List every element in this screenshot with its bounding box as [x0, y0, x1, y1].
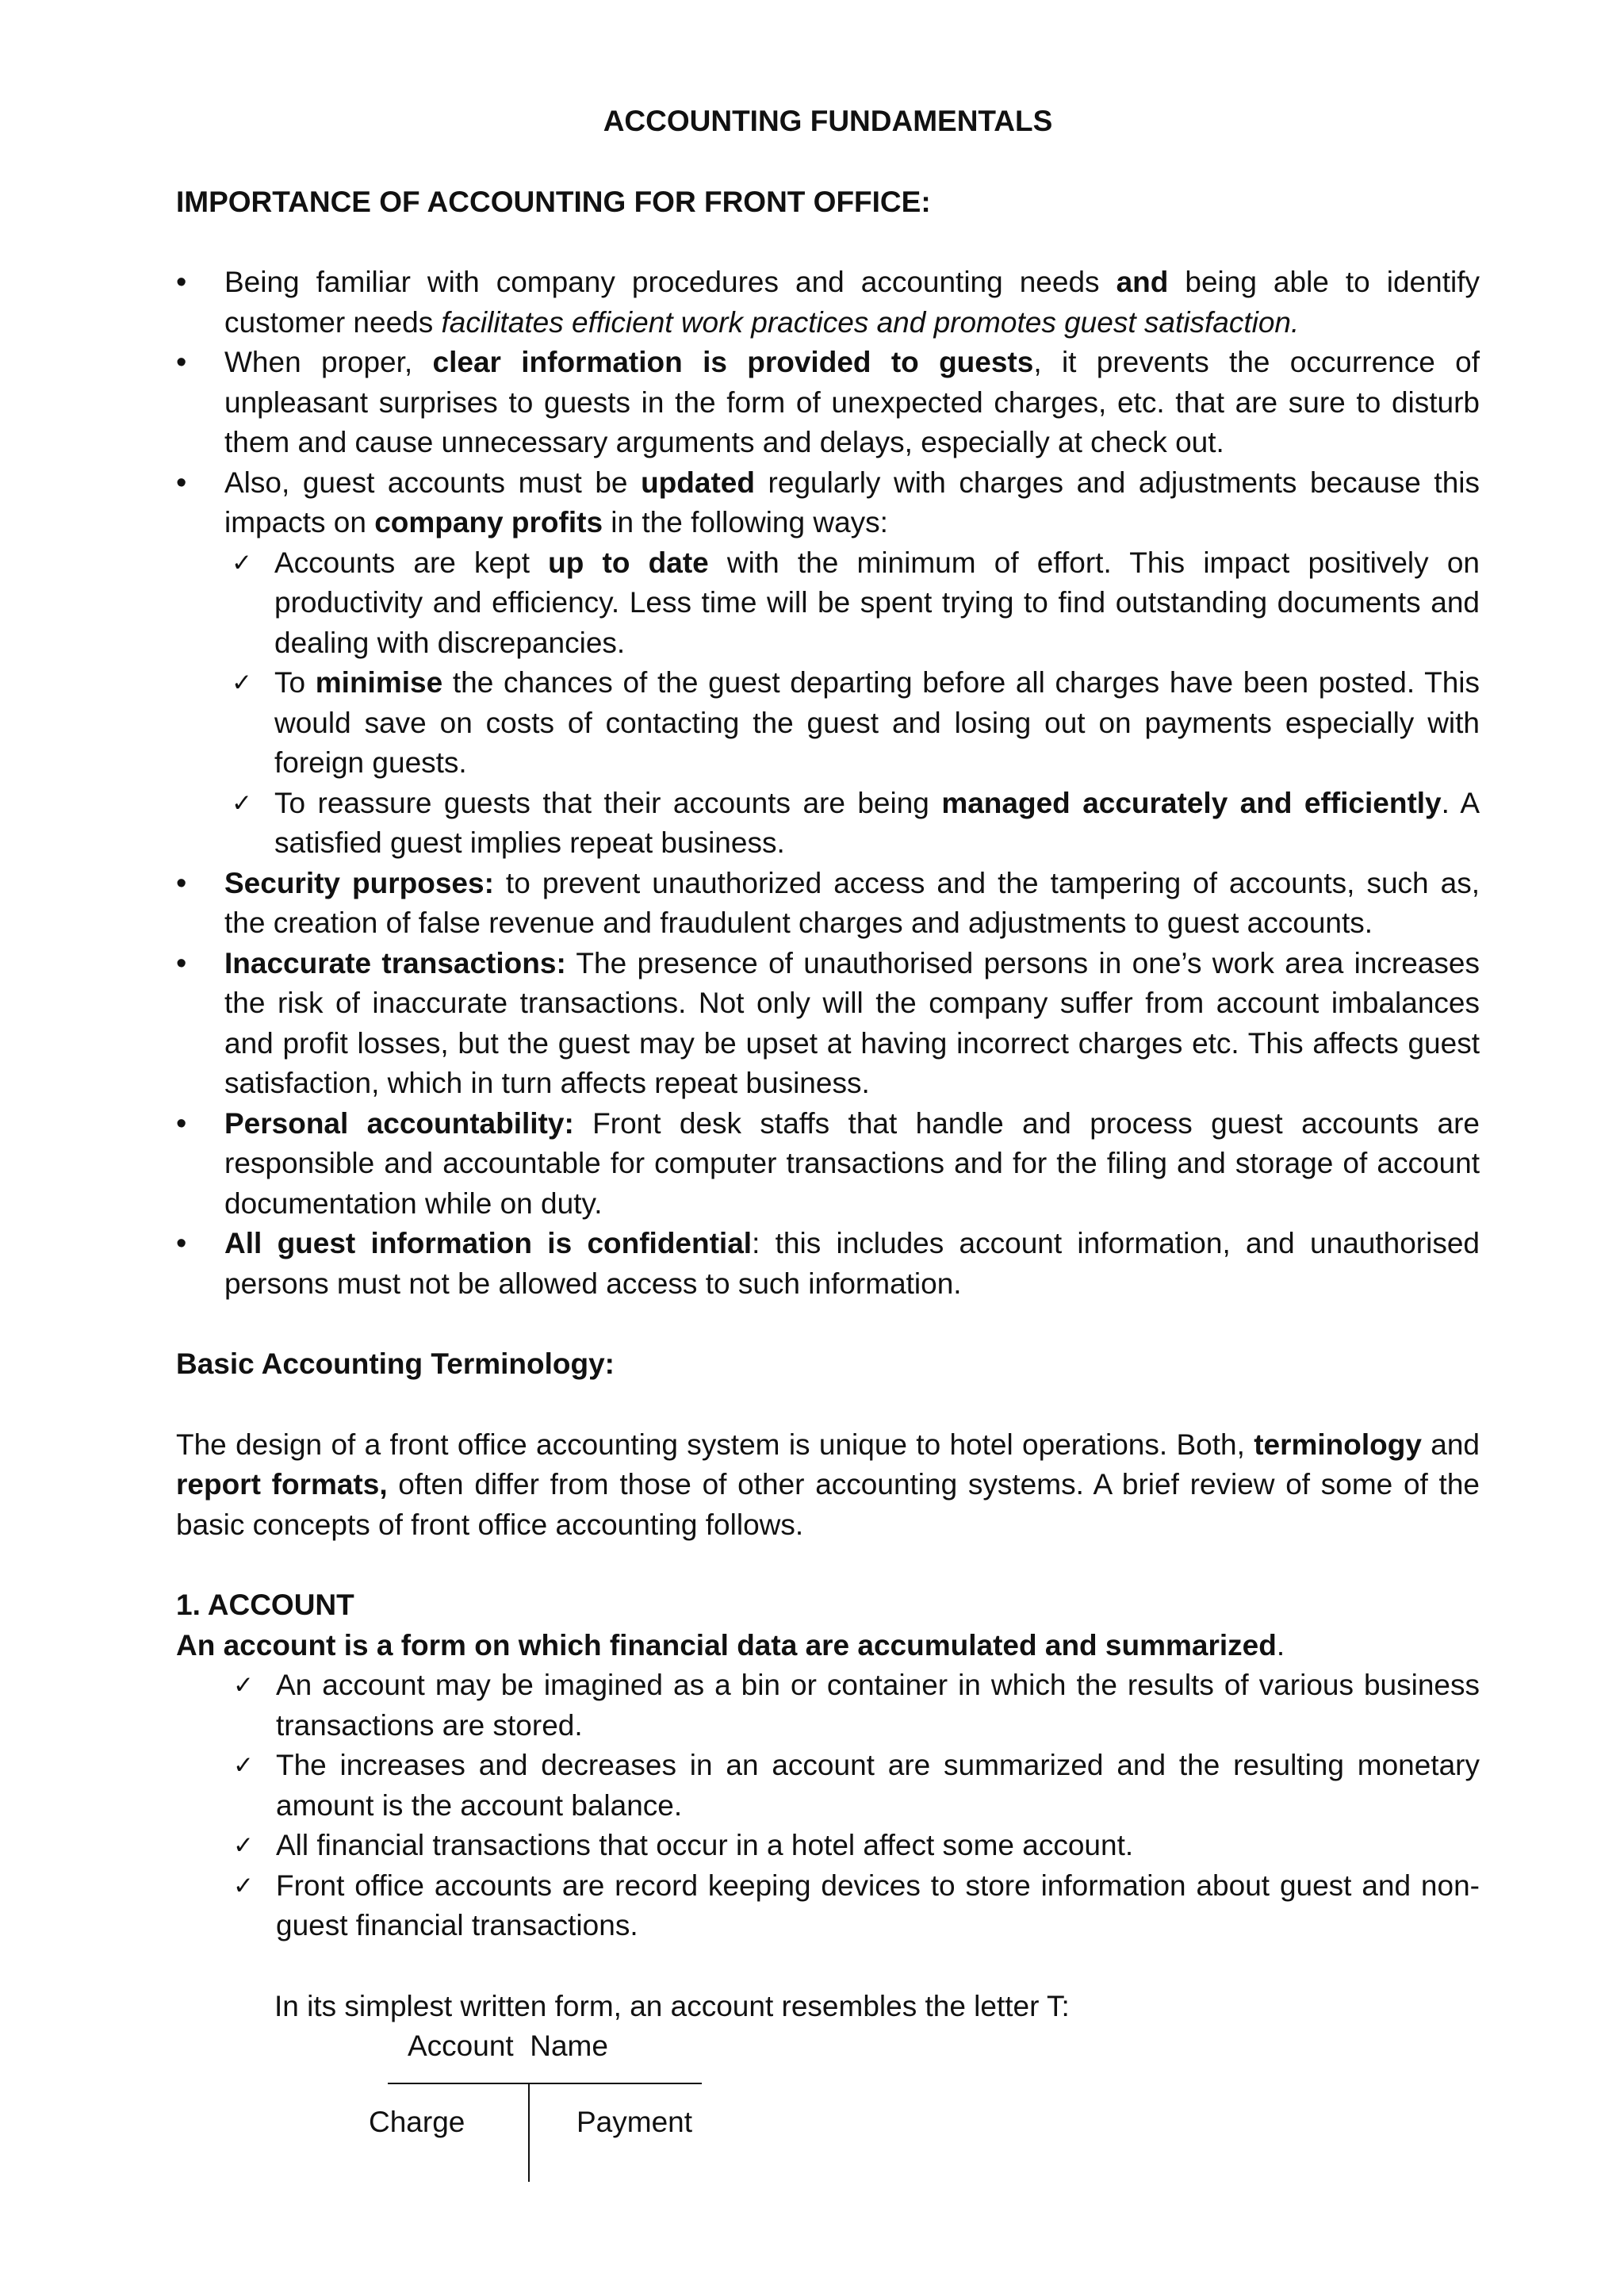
text-run: often differ from those of other accounting systems. A brief review of some of the basic concepts of front office accounting follows.: [176, 1468, 1480, 1541]
bold-text: minimise: [315, 666, 443, 699]
importance-bullet-list: [176, 263, 1480, 1304]
check-list: [224, 543, 1480, 864]
bullet-item: [176, 343, 1480, 463]
bullet-item: [176, 1104, 1480, 1225]
text-run: The design of a front office accounting system is unique to hotel operations. Both,: [176, 1428, 1254, 1461]
bold-text: and: [1116, 266, 1169, 298]
document-title: ACCOUNTING FUNDAMENTALS: [603, 105, 1053, 137]
bold-text: Personal accountability:: [224, 1106, 574, 1140]
check-item: ✓ The increases and decreases in an account are summarized and the resulting monetary amount is the account balance.: [226, 1746, 1480, 1826]
text-run: : this includes account information, and unauthorised persons must not be allowed access to such information.: [224, 1227, 1480, 1300]
text-run: The presence of unauthorised persons in one’s work area increases the risk of inaccurate transactions. Not only will the company suffer from account imbalances and profit losses, but the guest may be upset at having incorrect charges etc. This affects guest satisfaction, which in turn affects repeat business.: [224, 946, 1480, 1099]
check-item: [224, 784, 1480, 864]
text-run: regularly with charges and adjustments because this impacts on: [224, 466, 1480, 539]
check-item: ✓ Front office accounts are record keeping devices to store information about guest and non-guest financial transactions.: [226, 1866, 1480, 1946]
text-run: the chances of the guest departing before all charges have been posted. This would save on costs of contacting the guest and losing out on payments especially with foreign guests.: [274, 666, 1480, 779]
section-heading-terminology: Basic Accounting Terminology:: [176, 1347, 615, 1380]
t-account-name: Account Name: [408, 2030, 608, 2062]
italic-text: facilitates efficient work practices and promotes guest satisfaction.: [441, 305, 1300, 339]
spacer: [176, 1304, 1480, 1344]
bold-text: clear information is provided to guests: [432, 346, 1034, 378]
text-run: To: [274, 666, 316, 699]
bold-text: managed accurately and efficiently: [941, 786, 1442, 819]
t-account-top-line: [388, 2083, 702, 2084]
check-item: ✓ All financial transactions that occur in a hotel affect some account.: [226, 1826, 1480, 1866]
account-check-list: [176, 1665, 1480, 1946]
text-run: with the minimum of effort. This impact positively on productivity and efficiency. Less time will be spent trying to find outstanding documents and dealing with discrepancies.: [274, 546, 1480, 659]
bold-text: Inaccurate transactions:: [224, 946, 566, 979]
bold-text: An account is a form on which financial data are accumulated and summarized: [176, 1628, 1277, 1662]
section-heading-importance: IMPORTANCE OF ACCOUNTING FOR FRONT OFFICE:: [176, 185, 931, 218]
bullet-item: [176, 864, 1480, 944]
text-run: being able to identify customer needs: [224, 266, 1480, 339]
bullet-item: [176, 1224, 1480, 1304]
text-run: .: [1276, 1628, 1285, 1662]
account-definition: [176, 1626, 1480, 1666]
text-run: Being familiar with company procedures and accounting needs: [224, 266, 1116, 298]
bold-text: company profits: [374, 506, 603, 539]
bullet-item: [176, 263, 1480, 343]
check-item: ✓ An account may be imagined as a bin or container in which the results of various business transactions are stored.: [226, 1665, 1480, 1746]
t-account-payment-label: Payment: [576, 2106, 693, 2138]
text-run: Also, guest accounts must be: [224, 466, 642, 499]
text-run: Front desk staffs that handle and process guest accounts are responsible and accountable for computer transactions and for the filing and storage of account documentation while on duty.: [224, 1106, 1480, 1220]
spacer: [176, 1545, 1480, 1585]
section-heading-account: 1. ACCOUNT: [176, 1589, 354, 1621]
t-account-diagram: [176, 2026, 1480, 2145]
bold-text: report formats,: [176, 1468, 388, 1501]
bold-text: All guest information is confidential: [224, 1227, 753, 1259]
text-run: Accounts are kept: [274, 546, 549, 579]
text-run: and: [1421, 1428, 1480, 1461]
spacer: [176, 1385, 1480, 1425]
t-account-divider-line: [528, 2083, 530, 2182]
spacer: [176, 222, 1480, 263]
terminology-paragraph: [176, 1425, 1480, 1546]
bold-text: terminology: [1254, 1428, 1422, 1461]
text-run: When proper,: [224, 346, 433, 378]
text-run: to prevent unauthorized access and the tampering of accounts, such as, the creation of false revenue and fraudulent charges and adjustments to guest accounts.: [224, 866, 1480, 939]
t-account-charge-label: Charge: [369, 2106, 465, 2138]
bullet-item: [176, 944, 1480, 1104]
document-page: [176, 102, 1480, 2145]
text-run: To reassure guests that their accounts are being: [274, 786, 942, 819]
bold-text: up to date: [548, 546, 709, 579]
t-account-intro: In its simplest written form, an account resembles the letter T:: [274, 1989, 1070, 2022]
text-run: in the following ways:: [603, 506, 888, 539]
bullet-item: [176, 463, 1480, 864]
text-run: , it prevents the occurrence of unpleasant surprises to guests in the form of unexpected charges, etc. that are sure to disturb them and cause unnecessary arguments and delays, especially at check out.: [224, 346, 1480, 458]
bold-text: updated: [641, 466, 755, 499]
check-item: [224, 663, 1480, 784]
bold-text: Security purposes:: [224, 866, 494, 899]
spacer: [176, 1946, 1480, 1987]
text-run: . A satisfied guest implies repeat business.: [274, 786, 1480, 859]
check-item: [224, 543, 1480, 664]
